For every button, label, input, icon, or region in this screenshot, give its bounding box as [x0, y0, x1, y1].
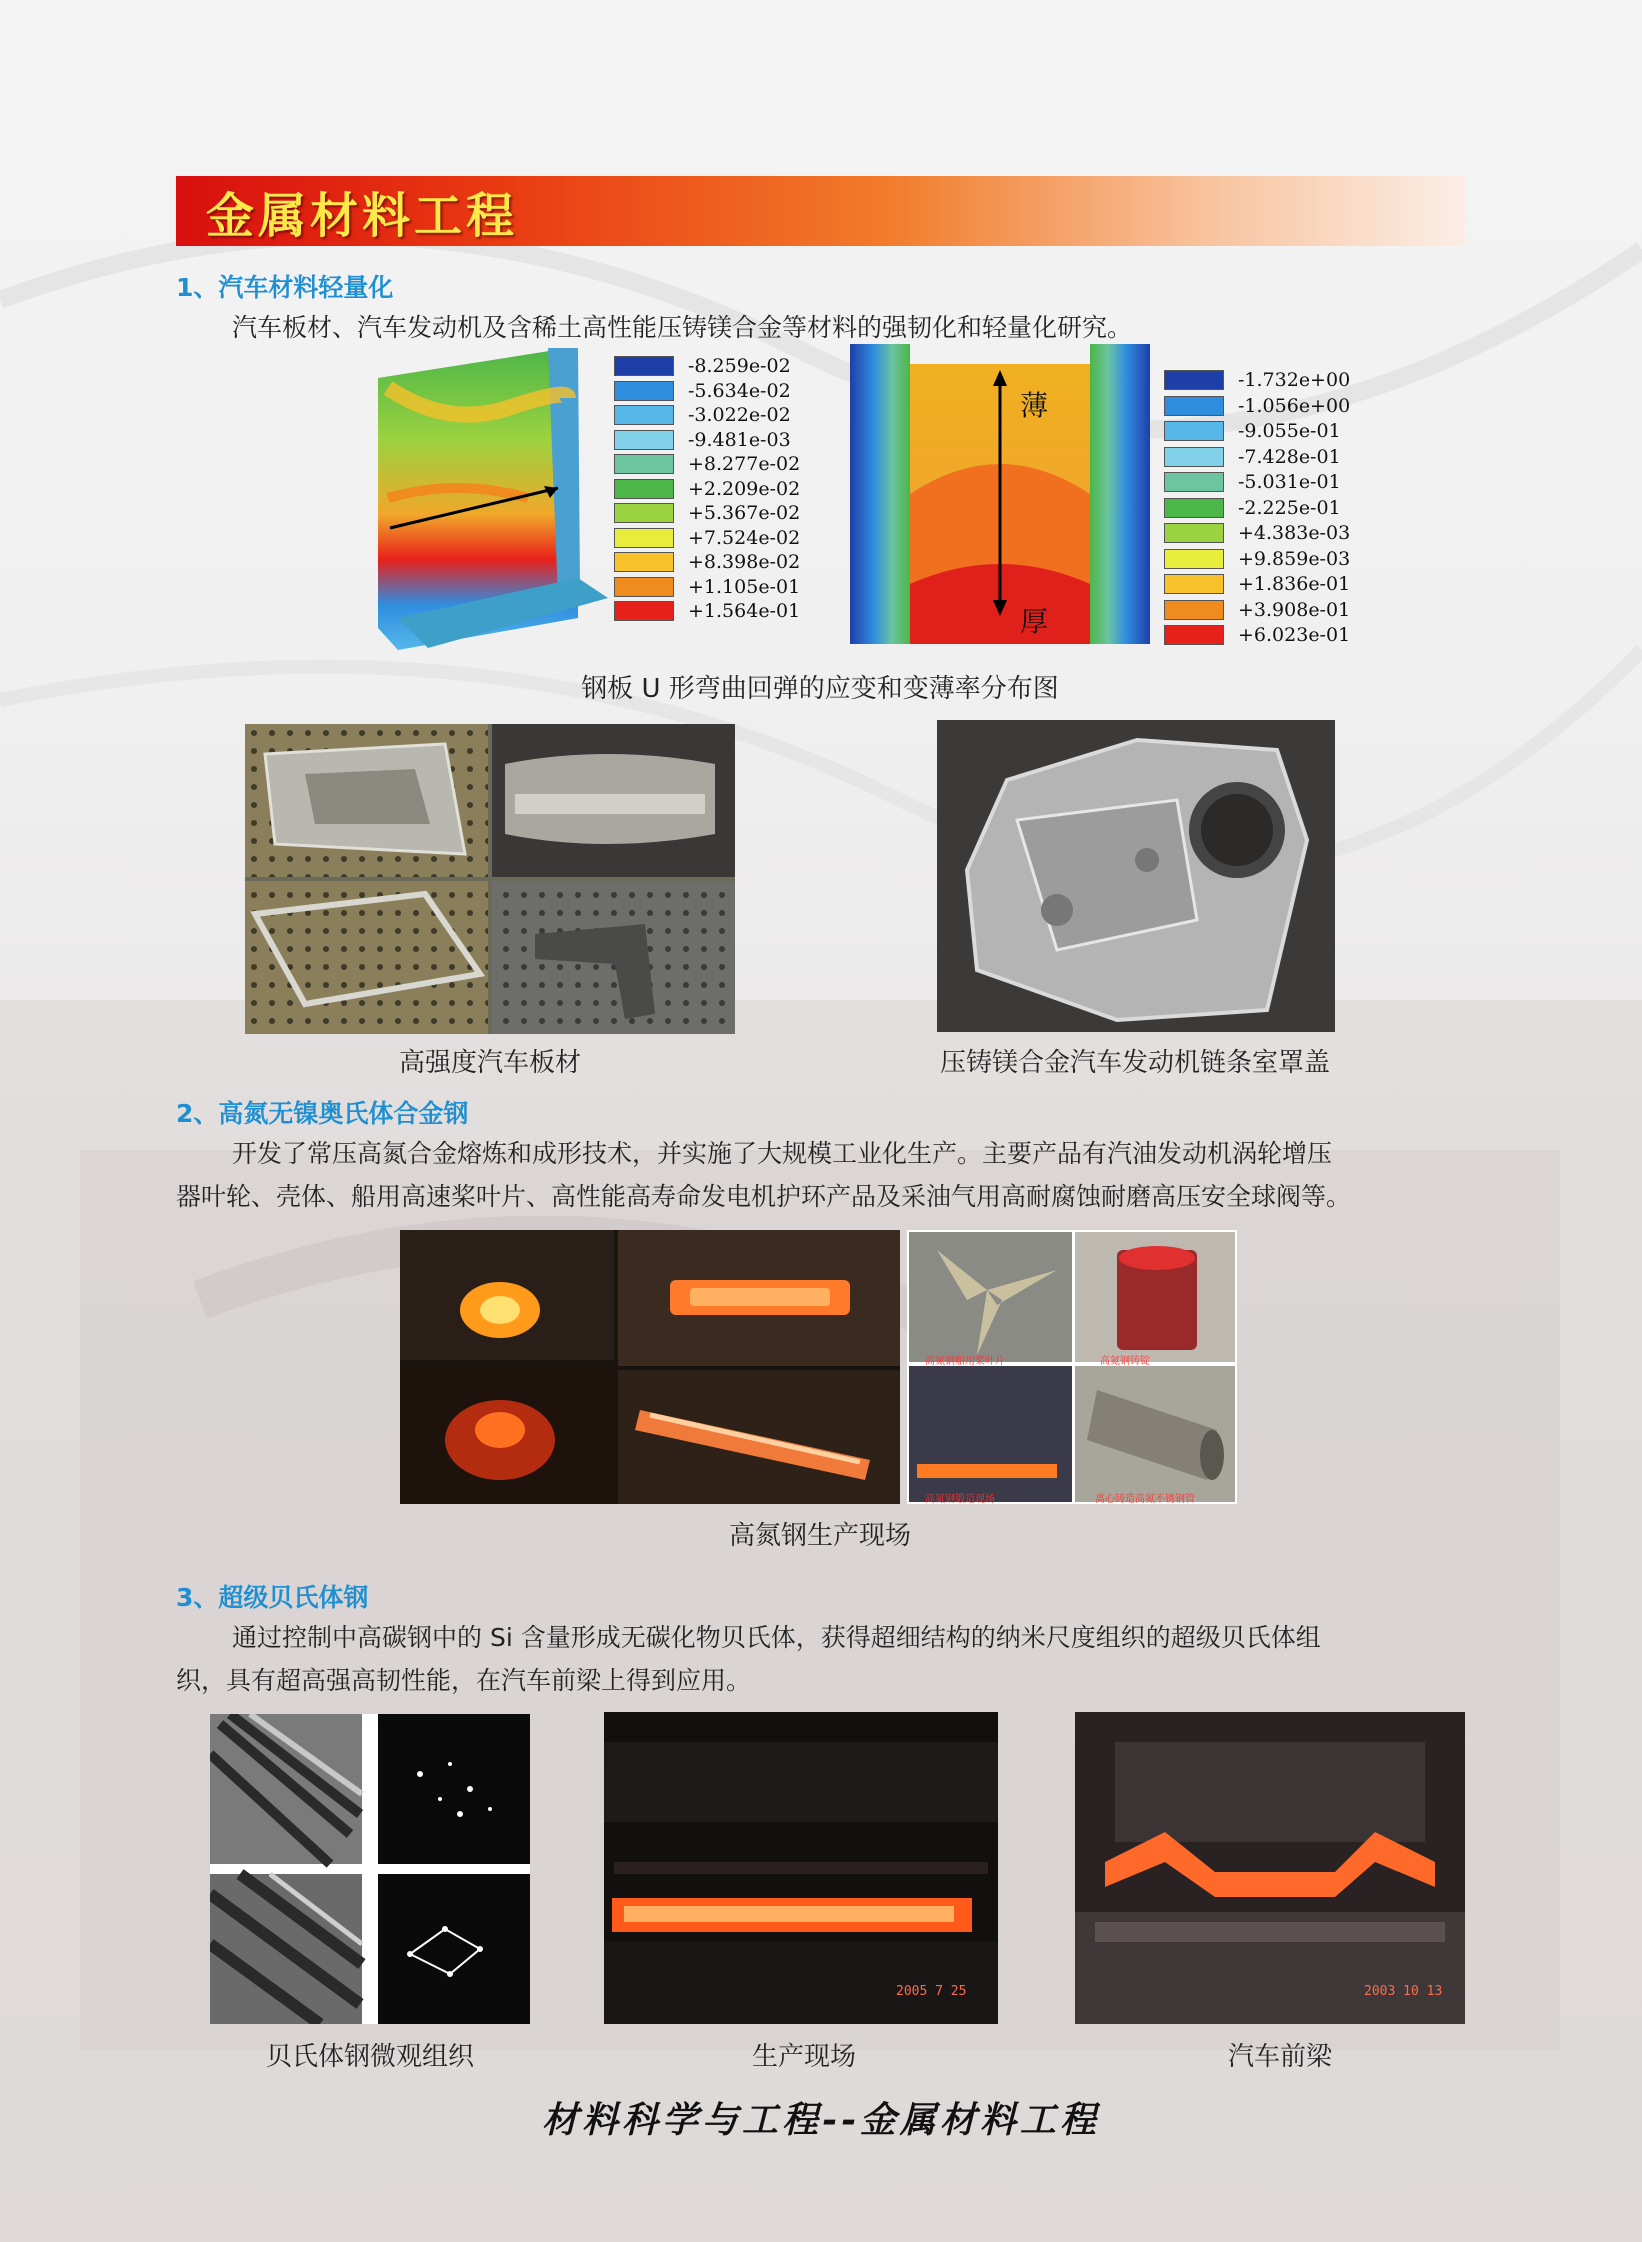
- legend-swatch: [614, 430, 674, 450]
- production-date-stamp: 2005 7 25: [896, 1984, 967, 1999]
- thick-annotation: 厚: [1020, 605, 1049, 638]
- legend-swatch: [614, 381, 674, 401]
- legend-label: +4.383e-03: [1238, 522, 1351, 544]
- legend-swatch: [1164, 370, 1224, 390]
- legend-label: +2.209e-02: [688, 477, 801, 500]
- legend-left: [614, 355, 814, 622]
- legend-entry: [1164, 447, 1341, 467]
- legend-label: +8.277e-02: [688, 453, 801, 475]
- legend-label: +7.524e-02: [688, 526, 801, 549]
- legend-entry: [1164, 396, 1350, 416]
- legend-label: +1.105e-01: [688, 575, 801, 598]
- high-n-steel-furnace-photos: [400, 1230, 900, 1504]
- legend-label: +1.564e-01: [688, 600, 801, 622]
- legend-entry: [1164, 574, 1350, 594]
- bainite-micrographs: [210, 1714, 530, 2024]
- thin-annotation: 薄: [1020, 389, 1049, 422]
- u-bend-thinning-plot: [850, 344, 1150, 644]
- legend-label: +9.859e-03: [1238, 547, 1351, 570]
- legend-entry: [1164, 549, 1350, 569]
- legend-swatch: [614, 479, 674, 499]
- mg-cover-photo: [937, 720, 1335, 1032]
- legend-entry: [614, 577, 800, 597]
- legend-entry: [1164, 421, 1341, 441]
- legend-label: -5.634e-02: [688, 379, 791, 402]
- page-footer: 材料科学与工程--金属材料工程: [542, 2099, 1100, 2141]
- legend-entry: [614, 552, 800, 572]
- legend-label: +3.908e-01: [1238, 598, 1351, 621]
- legend-label: -2.225e-01: [1238, 496, 1341, 519]
- high-n-steel-product-photos: [907, 1230, 1237, 1504]
- legend-swatch: [1164, 625, 1224, 645]
- car-sheet-caption: 高强度汽车板材: [398, 1048, 581, 1078]
- legend-label: -9.481e-03: [688, 428, 791, 451]
- legend-label: -1.732e+00: [1238, 369, 1351, 391]
- section-1-text: 汽车板材、汽车发动机及含稀土高性能压铸镁合金等材料的强韧化和轻量化研究。: [232, 313, 1133, 342]
- legend-entry: [614, 454, 800, 474]
- legend-swatch: [614, 601, 674, 621]
- u-bend-strain-plot: [368, 348, 610, 650]
- legend-swatch: [1164, 523, 1224, 543]
- legend-swatch: [1164, 574, 1224, 594]
- legend-entry: [614, 601, 800, 621]
- legend-swatch: [1164, 549, 1224, 569]
- legend-entry: [614, 430, 791, 450]
- legend-swatch: [614, 528, 674, 548]
- legend-label: -9.055e-01: [1238, 420, 1341, 442]
- production-caption: 生产现场: [751, 2042, 856, 2072]
- legend-label: -3.022e-02: [688, 404, 791, 426]
- legend-entry: [614, 479, 800, 499]
- mg-cover-caption: 压铸镁合金汽车发动机链条室罩盖: [939, 1048, 1330, 1078]
- high-n-stamp-1: 高氮钢船用桨叶片: [925, 1356, 1005, 1367]
- front-beam-photo: [1075, 1712, 1465, 2024]
- legend-entry: [614, 503, 800, 523]
- legend-swatch: [1164, 396, 1224, 416]
- front-beam-date-stamp: 2003 10 13: [1364, 1984, 1443, 1999]
- high-n-caption: 高氮钢生产现场: [728, 1521, 911, 1551]
- legend-entry: [614, 528, 800, 548]
- bainite-caption: 贝氏体钢微观组织: [265, 2042, 474, 2072]
- legend-label: -7.428e-01: [1238, 445, 1341, 468]
- high-n-stamp-4: 离心铸造高氮不锈钢管: [1095, 1494, 1195, 1505]
- legend-label: +8.398e-02: [688, 551, 801, 573]
- section-1-heading: 1、汽车材料轻量化: [176, 273, 394, 302]
- legend-swatch: [1164, 421, 1224, 441]
- legend-entry: [614, 405, 791, 425]
- u-bend-caption: 钢板 U 形弯曲回弹的应变和变薄率分布图: [581, 674, 1059, 704]
- legend-entry: [1164, 625, 1350, 645]
- legend-swatch: [614, 552, 674, 572]
- legend-swatch: [614, 454, 674, 474]
- legend-swatch: [614, 577, 674, 597]
- legend-label: +1.836e-01: [1238, 573, 1351, 595]
- high-n-stamp-3: 高氮钢锻造现场: [925, 1494, 995, 1505]
- legend-label: +6.023e-01: [1238, 624, 1351, 646]
- legend-swatch: [614, 405, 674, 425]
- legend-entry: [1164, 472, 1341, 492]
- legend-label: -5.031e-01: [1238, 471, 1341, 493]
- legend-label: -1.056e+00: [1238, 394, 1351, 417]
- legend-swatch: [1164, 498, 1224, 518]
- legend-label: +5.367e-02: [688, 502, 801, 524]
- legend-entry: [614, 356, 791, 376]
- page-title: 金属材料工程: [206, 187, 519, 244]
- legend-entry: [1164, 600, 1350, 620]
- section-3-text-line1: 通过控制中高碳钢中的 Si 含量形成无碳化物贝氏体，获得超细结构的纳米尺度组织的超级贝氏体组: [232, 1623, 1321, 1652]
- legend-swatch: [614, 503, 674, 523]
- legend-swatch: [1164, 600, 1224, 620]
- page-title-banner: [176, 176, 1466, 246]
- legend-entry: [1164, 370, 1350, 390]
- section-3-text-line2: 织，具有超高强高韧性能，在汽车前梁上得到应用。: [176, 1666, 752, 1695]
- legend-swatch: [1164, 472, 1224, 492]
- section-2-text-line2: 器叶轮、壳体、船用高速桨叶片、高性能高寿命发电机护环产品及采油气用高耐腐蚀耐磨高压安全球阀等。: [176, 1182, 1352, 1211]
- section-2-heading: 2、高氮无镍奥氏体合金钢: [176, 1099, 469, 1128]
- legend-entry: [1164, 498, 1341, 518]
- legend-label: -8.259e-02: [688, 355, 791, 377]
- production-photo: [604, 1712, 998, 2024]
- car-sheet-photos: [245, 724, 735, 1034]
- legend-entry: [614, 381, 791, 401]
- section-2-text-line1: 开发了常压高氮合金熔炼和成形技术，并实施了大规模工业化生产。主要产品有汽油发动机涡轮增压: [232, 1139, 1333, 1168]
- legend-swatch: [1164, 447, 1224, 467]
- section-3-heading: 3、超级贝氏体钢: [176, 1583, 369, 1612]
- high-n-stamp-2: 高氮钢铸锭: [1100, 1356, 1150, 1367]
- front-beam-caption: 汽车前梁: [1227, 2042, 1332, 2072]
- legend-swatch: [614, 356, 674, 376]
- legend-entry: [1164, 523, 1350, 543]
- legend-right: [1164, 369, 1384, 646]
